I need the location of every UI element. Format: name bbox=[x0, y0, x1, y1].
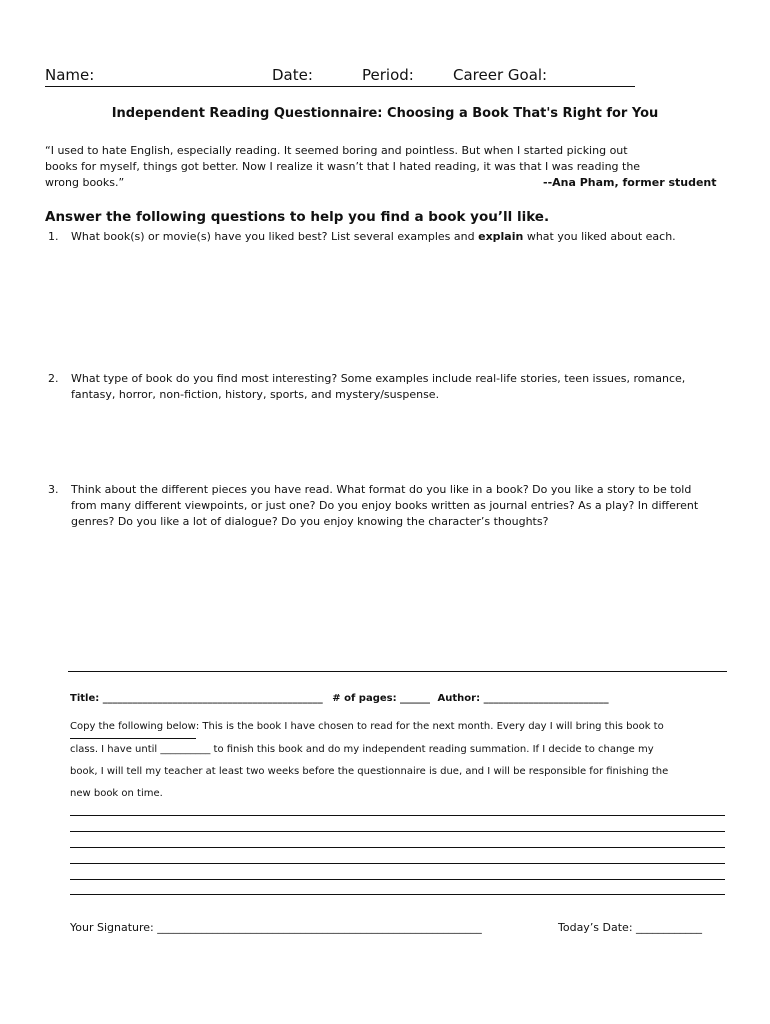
copy-line[interactable] bbox=[70, 879, 725, 880]
signature-row bbox=[70, 921, 730, 934]
question-3 bbox=[45, 482, 715, 530]
quote-line-2: books for myself, things got better. Now I realize it wasn’t that I hated reading, it was that I was reading the bbox=[45, 160, 641, 173]
quote bbox=[45, 143, 717, 191]
name-label: Name: bbox=[45, 66, 95, 84]
question-number: 3. bbox=[48, 483, 59, 496]
copy-line[interactable] bbox=[70, 863, 725, 864]
date-label: Date: bbox=[272, 66, 313, 84]
question-text: What book(s) or movie(s) have you liked best? List several examples and explain what you liked about each. bbox=[71, 230, 676, 243]
copy-line[interactable] bbox=[70, 815, 725, 816]
question-emphasis: explain bbox=[478, 230, 524, 243]
quote-line-3: wrong books.” bbox=[45, 176, 125, 189]
contract-paragraph: Copy the following below: This is the book I have chosen to read for the next month. Every day I will bring this book to class. I have until __________ to finish this book and do my independent reading summation. If I decide to change my book, I will tell my teacher at least two weeks before the questionnaire is due, and I will be responsible for finishing the new book on time. bbox=[70, 716, 730, 805]
question-text: Think about the different pieces you have read. What format do you like in a book? Do you like a story to be told from many different viewpoints, or just one? Do you enjoy books written as journal entries? As a play? In different genres? Do you like a lot of dialogue? Do you enjoy knowing the character’s thoughts? bbox=[71, 483, 699, 528]
copy-instruction: Copy the following below bbox=[70, 716, 196, 739]
copy-line[interactable] bbox=[70, 894, 725, 895]
header-row bbox=[45, 66, 635, 87]
question-2 bbox=[45, 371, 715, 403]
question-number: 1. bbox=[48, 230, 59, 243]
todays-date-field[interactable]: Today’s Date: ____________ bbox=[558, 921, 703, 934]
signature-field[interactable]: Your Signature: ___________________________________________________________ bbox=[70, 921, 482, 934]
period-label: Period: bbox=[362, 66, 414, 84]
copy-line[interactable] bbox=[70, 831, 725, 832]
question-number: 2. bbox=[48, 372, 59, 385]
pages-field[interactable]: # of pages: ______ bbox=[332, 693, 431, 704]
book-info-row bbox=[70, 693, 730, 704]
question-text: What type of book do you find most interesting? Some examples include real-life stories, teen issues, romance, fantasy, horror, non-fiction, history, sports, and mystery/suspense. bbox=[71, 372, 686, 401]
copy-line[interactable] bbox=[70, 847, 725, 848]
contract-line-3: book, I will tell my teacher at least two weeks before the questionnaire is due, and I will be responsible for finishing the bbox=[70, 766, 669, 777]
quote-attribution: --Ana Pham, former student bbox=[543, 176, 717, 189]
contract-line-1: This is the book I have chosen to read for the next month. Every day I will bring this book to bbox=[199, 721, 664, 732]
career-goal-label: Career Goal: bbox=[453, 66, 548, 84]
question-1 bbox=[45, 229, 715, 245]
section-divider bbox=[68, 671, 727, 672]
title-field[interactable]: Title: ____________________________________________ bbox=[70, 693, 323, 704]
instructions-heading: Answer the following questions to help you find a book you’ll like. bbox=[45, 209, 550, 225]
author-field[interactable]: Author: _________________________ bbox=[437, 693, 609, 704]
contract-line-2: class. I have until __________ to finish this book and do my independent reading summation. If I decide to change my bbox=[70, 744, 654, 755]
page-title: Independent Reading Questionnaire: Choosing a Book That's Right for You bbox=[111, 106, 659, 121]
contract-line-4: new book on time. bbox=[70, 788, 163, 799]
quote-line-1: “I used to hate English, especially reading. It seemed boring and pointless. But when I started picking out bbox=[45, 144, 628, 157]
